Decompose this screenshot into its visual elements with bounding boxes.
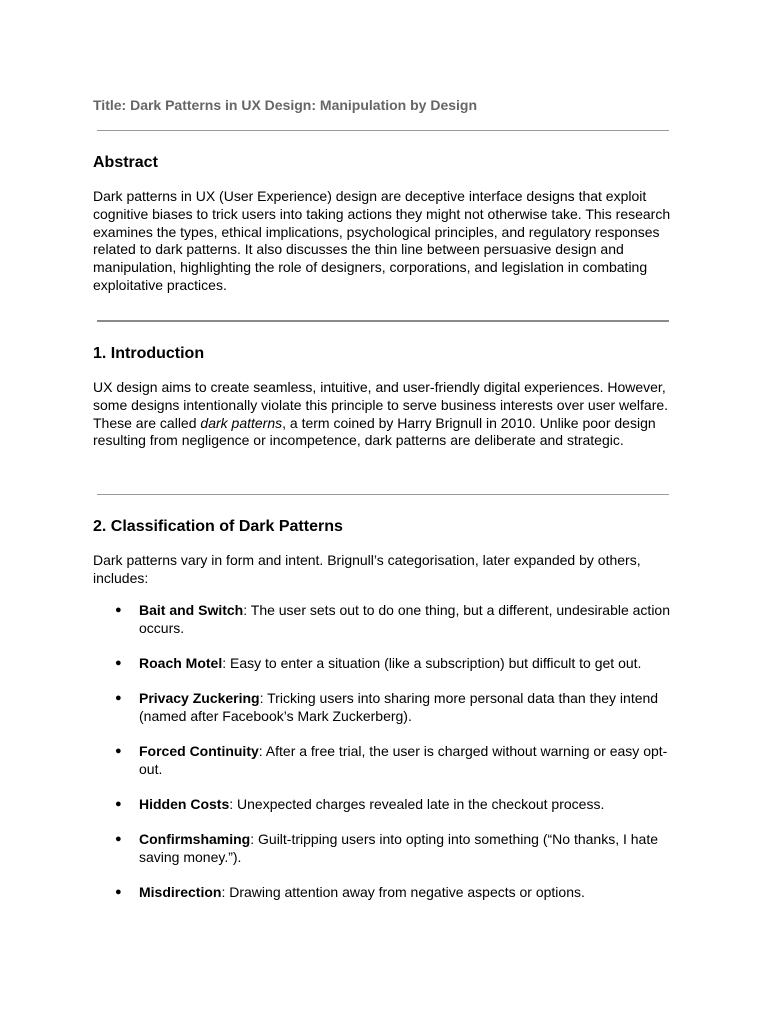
introduction-text-before: UX design aims to create seamless, intuitive, and user-friendly digital experiences. However, some designs intentionally violate this principle to serve business interests over user welfare. These are called [93, 379, 669, 431]
divider-after-introduction [97, 494, 669, 495]
pattern-term: Roach Motel [139, 654, 223, 671]
bullet-icon: ● [115, 886, 122, 899]
pattern-description: : After a free trial, the user is charged without warning or easy opt-out. [139, 743, 668, 777]
bullet-icon: ● [115, 745, 122, 758]
document-title: Title: Dark Patterns in UX Design: Manipulation by Design [93, 97, 478, 113]
list-item [115, 743, 675, 779]
divider-after-title [97, 130, 669, 131]
pattern-term: Privacy Zuckering [139, 690, 260, 707]
bullet-icon: ● [115, 692, 122, 705]
list-item [115, 884, 675, 902]
pattern-description: : Easy to enter a situation (like a subscription) but difficult to get out. [222, 654, 642, 671]
list-item [115, 690, 675, 726]
dark-patterns-list [115, 602, 675, 920]
introduction-text-after: , a term coined by Harry Brignull in 2010. Unlike poor design resulting from negligence or incompetence, dark patterns are deliberate and strategic. [93, 414, 656, 449]
list-item [115, 796, 675, 814]
pattern-term: Forced Continuity [139, 743, 259, 760]
bullet-icon: ● [115, 656, 122, 669]
pattern-description: : The user sets out to do one thing, but a different, undesirable action occurs. [139, 602, 671, 636]
list-item [115, 831, 675, 867]
abstract-heading: Abstract [93, 154, 158, 171]
bullet-icon: ● [115, 604, 122, 616]
pattern-term: Misdirection [139, 884, 222, 901]
bullet-icon: ● [115, 798, 122, 811]
list-item [115, 602, 675, 638]
list-item [115, 655, 675, 673]
pattern-term: Confirmshaming [139, 831, 251, 848]
pattern-description: : Guilt-tripping users into opting into something (“No thanks, I hate saving money.”). [139, 831, 658, 866]
introduction-heading: 1. Introduction [93, 345, 205, 362]
abstract-paragraph: Dark patterns in UX (User Experience) design are deceptive interface designs that exploit cognitive biases to trick users into taking actions they might not otherwise take. This research examines the types, ethical implications, psychological principles, and regulatory responses related to dark patterns. It also discusses the thin line between persuasive design and manipulation, highlighting the role of designers, corporations, and legislation in combating exploitative practices. [93, 188, 671, 293]
pattern-description: : Unexpected charges revealed late in the checkout process. [229, 796, 605, 813]
pattern-description: : Drawing attention away from negative aspects or options. [221, 884, 585, 901]
pattern-term: Hidden Costs [139, 796, 230, 813]
classification-intro: Dark patterns vary in form and intent. Brignull’s categorisation, later expanded by others, includes: [93, 552, 641, 586]
introduction-paragraph [93, 379, 678, 450]
classification-heading: 2. Classification of Dark Patterns [93, 518, 343, 535]
bullet-icon: ● [115, 833, 122, 846]
pattern-term: Bait and Switch [139, 602, 244, 618]
divider-after-abstract [97, 320, 669, 322]
dark-patterns-term: dark patterns [200, 414, 283, 431]
pattern-description: : Tricking users into sharing more personal data than they intend (named after Facebook’s Mark Zuckerberg). [139, 690, 659, 724]
